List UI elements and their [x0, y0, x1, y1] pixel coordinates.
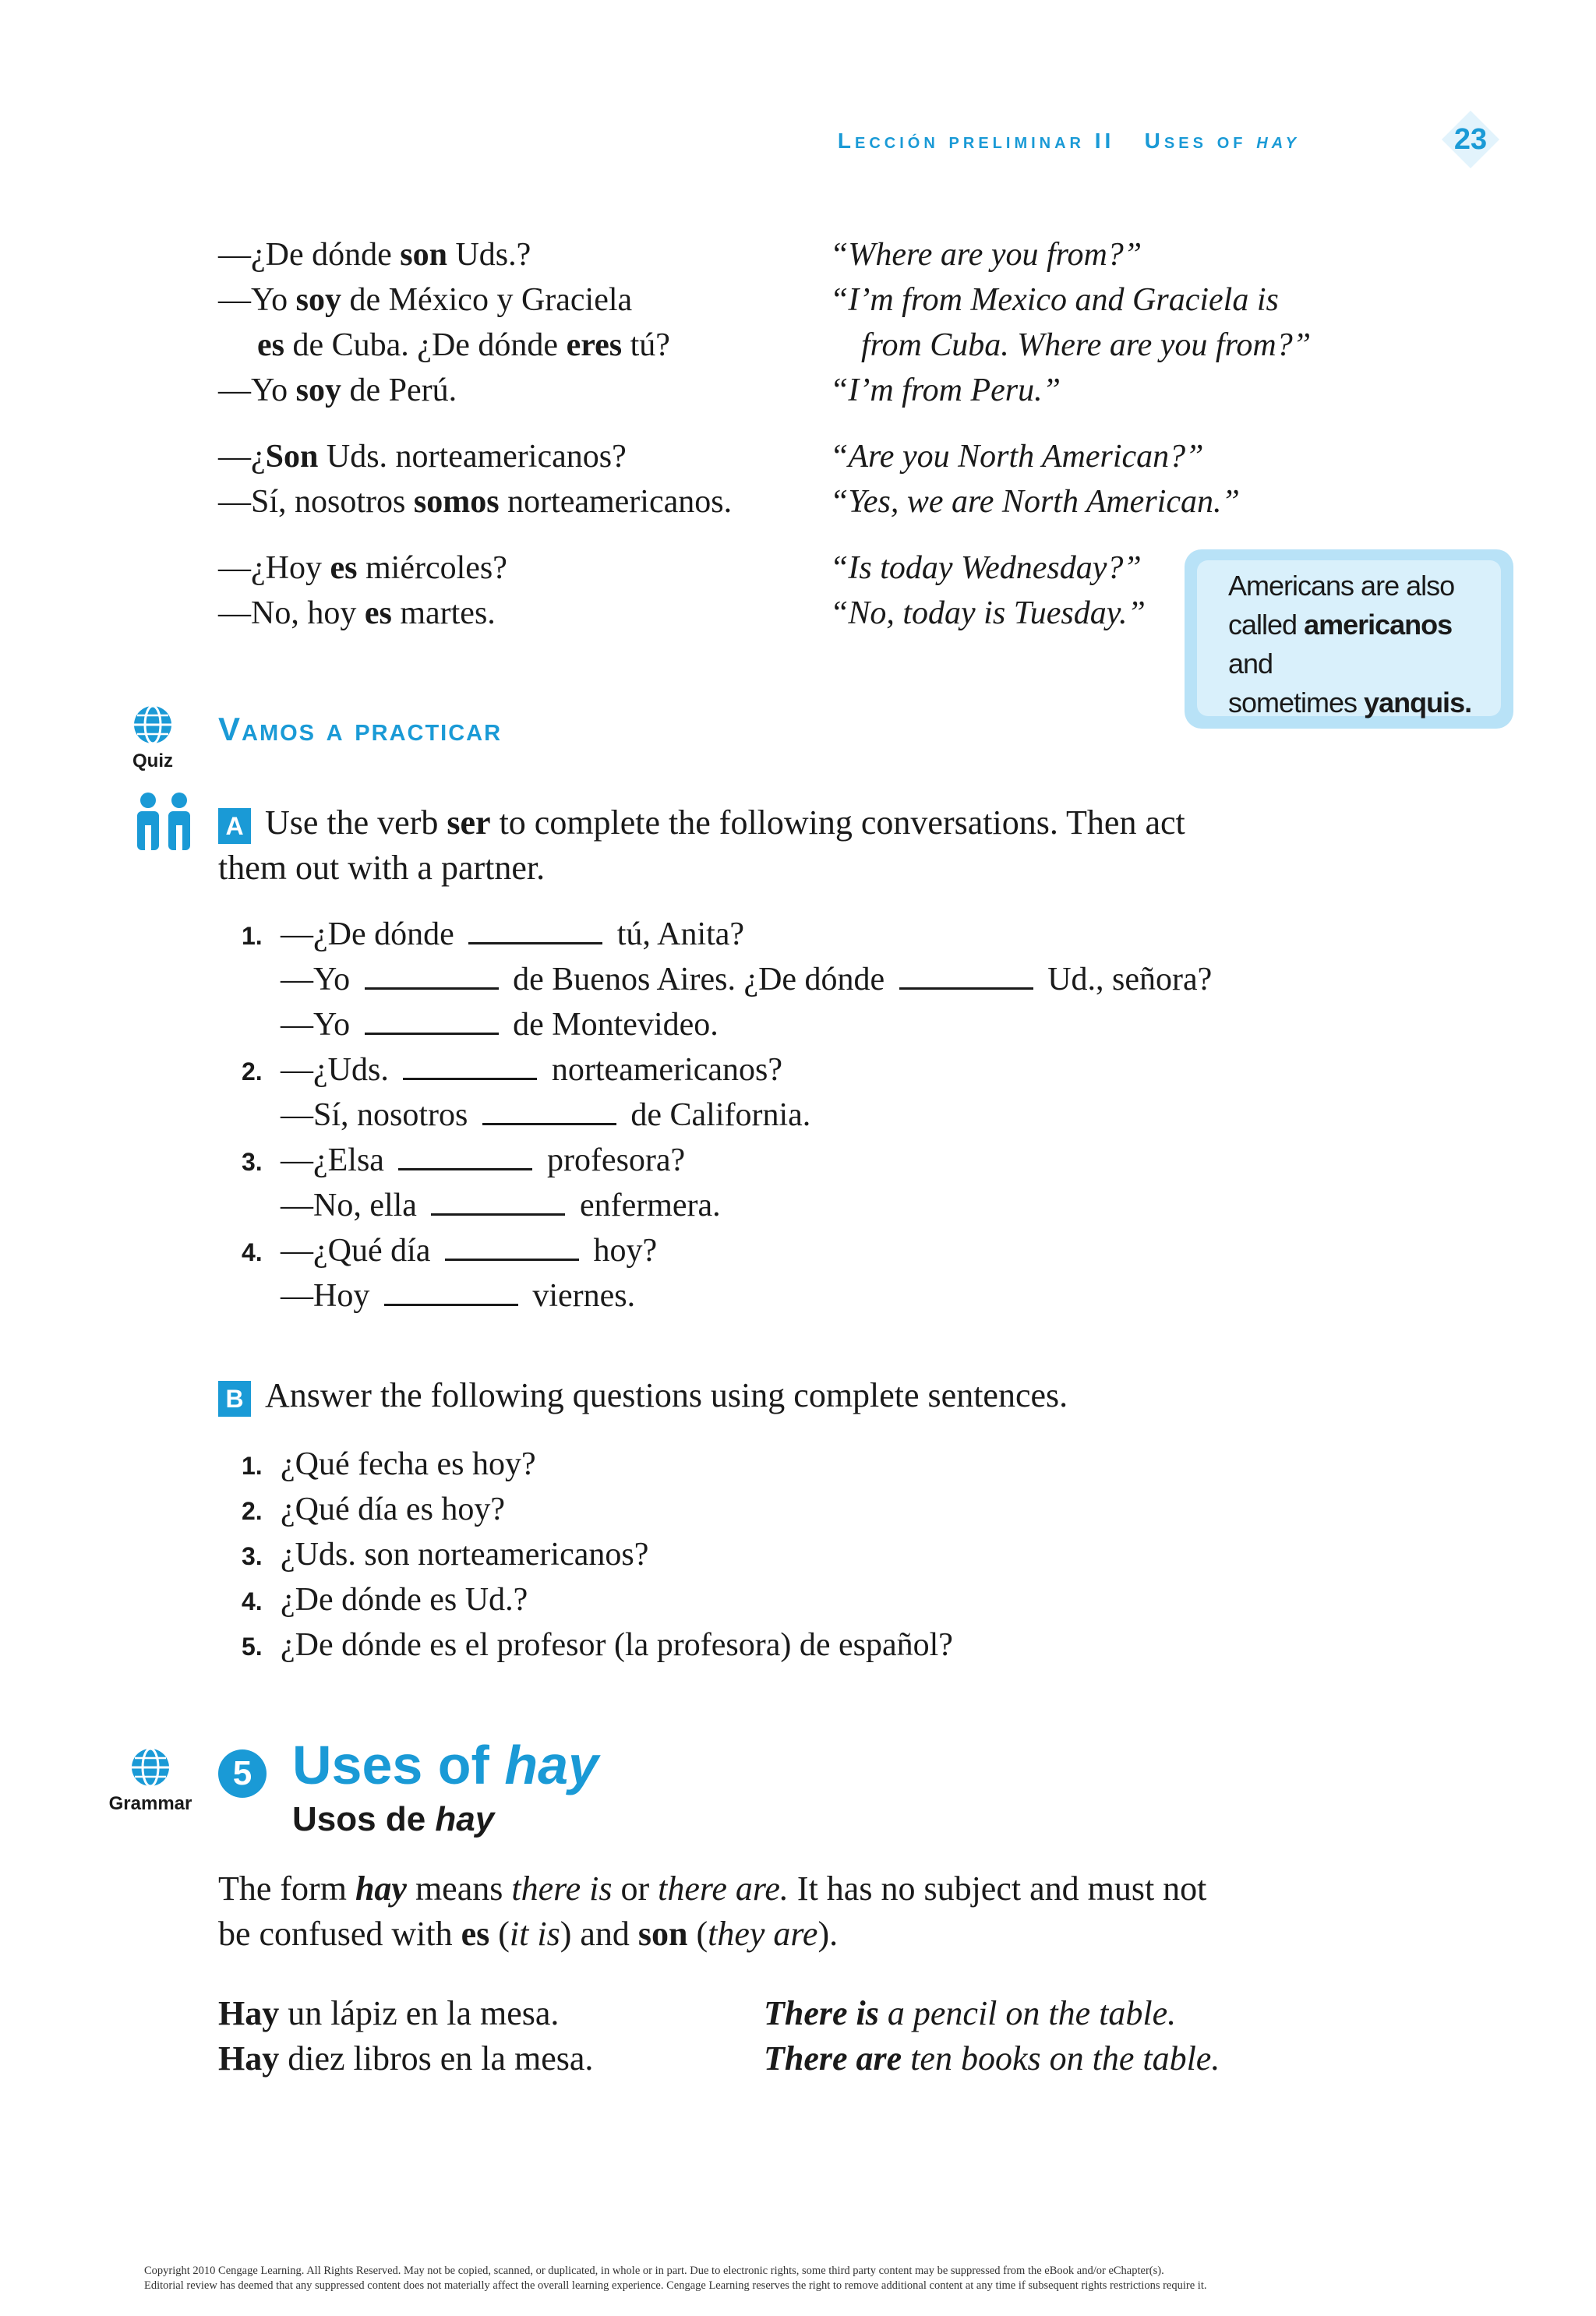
- exercise-b-instructions: B Answer the following questions using complete sentences.: [218, 1373, 1309, 1418]
- dialog-line-en: “I’m from Mexico and Graciela is: [830, 282, 1279, 318]
- list-item: 1. ¿Qué fecha es hoy?: [242, 1446, 536, 1482]
- list-item: 2. —¿Uds. norteamericanos?: [242, 1052, 783, 1088]
- answer-blank[interactable]: [398, 1142, 532, 1170]
- grammar-label: Grammar: [108, 1793, 192, 1814]
- example-en: There are ten books on the table.: [764, 2039, 1220, 2078]
- quiz-label: Quiz: [132, 750, 173, 771]
- dialog-line-es: —Sí, nosotros somos norteamericanos.: [218, 484, 733, 520]
- dialog-line-en: “Where are you from?”: [830, 237, 1142, 273]
- answer-blank[interactable]: [468, 916, 602, 944]
- grammar-section-number: 5: [218, 1749, 267, 1798]
- answer-blank[interactable]: [365, 1006, 499, 1035]
- culture-note: [1185, 549, 1513, 729]
- dialog-line-es: —¿De dónde son Uds.?: [218, 237, 531, 273]
- list-item: 1. —¿De dónde tú, Anita?: [242, 916, 745, 952]
- grammar-title: Uses of hay: [292, 1735, 598, 1795]
- dialog-line-es: —Yo soy de México y Graciela: [218, 282, 633, 318]
- answer-blank[interactable]: [365, 961, 499, 990]
- list-item: 5. ¿De dónde es el profesor (la profesora) de español?: [242, 1627, 953, 1663]
- list-item: 2. ¿Qué día es hoy?: [242, 1492, 506, 1527]
- copyright-footer: Copyright 2010 Cengage Learning. All Rights Reserved. May not be copied, scanned, or duplicated, in whole or in part. Due to electronic rights, some third party content may be suppressed from the eBook and/or eChapter(s). Editorial review has deemed that any suppressed content does not materially affect the overall learning experience. Cengage Learning reserves the right to remove additional content at any time if subsequent rights restrictions require it.: [144, 2265, 1207, 2292]
- dialog-line-es: es de Cuba. ¿De dónde eres tú?: [257, 327, 670, 363]
- page-number-badge: [1440, 109, 1501, 170]
- answer-blank[interactable]: [899, 961, 1033, 990]
- quiz-link[interactable]: [128, 703, 178, 772]
- grammar-explanation: The form hay means there is or there are. It has no subject and must not be confused with es (it is) and son (they are).: [218, 1869, 1207, 1953]
- answer-blank[interactable]: [403, 1051, 537, 1080]
- answer-blank[interactable]: [384, 1277, 518, 1306]
- list-item: 3. —¿Elsa profesora?: [242, 1142, 686, 1178]
- list-item-line: —Yo de Buenos Aires. ¿De dónde Ud., señora?: [281, 962, 1213, 997]
- grammar-link[interactable]: [100, 1746, 201, 1815]
- dialog-line-en: “No, today is Tuesday.”: [830, 595, 1146, 631]
- dialog-line-es: —¿Hoy es miércoles?: [218, 550, 507, 586]
- exercise-a-badge: A: [218, 808, 251, 844]
- dialog-line-en: “I’m from Peru.”: [830, 372, 1061, 408]
- grammar-subtitle: Usos de hay: [292, 1800, 495, 1838]
- list-item: 4. ¿De dónde es Ud.?: [242, 1582, 528, 1618]
- example-es: Hay un lápiz en la mesa.: [218, 1994, 560, 2032]
- dialog-line-es: —¿Son Uds. norteamericanos?: [218, 439, 627, 475]
- list-item-line: —No, ella enfermera.: [281, 1188, 721, 1223]
- practice-heading: Vamos a practicar: [218, 711, 503, 747]
- list-item-line: —Yo de Montevideo.: [281, 1007, 719, 1043]
- running-head-lesson: Lección preliminar II: [837, 129, 1115, 153]
- running-head-topic: Uses of: [1144, 129, 1257, 153]
- globe-icon: [129, 1746, 172, 1789]
- pair-work-icon: [131, 791, 196, 856]
- dialog-line-es: —No, hoy es martes.: [218, 595, 496, 631]
- page-number: 23: [1453, 123, 1488, 156]
- list-item-line: —Sí, nosotros de California.: [281, 1097, 811, 1133]
- answer-blank[interactable]: [431, 1187, 565, 1216]
- running-head-topic-hay: hay: [1256, 129, 1300, 153]
- list-item: 4. —¿Qué día hoy?: [242, 1233, 658, 1269]
- list-item: 3. ¿Uds. son norteamericanos?: [242, 1537, 649, 1573]
- dialog-line-es: —Yo soy de Perú.: [218, 372, 457, 408]
- exercise-b-badge: B: [218, 1381, 251, 1417]
- dialog-line-en: from Cuba. Where are you from?”: [861, 327, 1312, 363]
- dialog-line-en: “Is today Wednesday?”: [830, 550, 1142, 586]
- dialog-line-en: “Yes, we are North American.”: [830, 484, 1240, 520]
- globe-icon: [131, 703, 175, 747]
- dialog-line-en: “Are you North American?”: [830, 439, 1204, 475]
- exercise-a-instructions: A Use the verb ser to complete the following conversations. Then act them out with a partner.: [218, 803, 1185, 887]
- answer-blank[interactable]: [482, 1096, 616, 1125]
- answer-blank[interactable]: [445, 1232, 579, 1261]
- running-head: [838, 129, 1300, 154]
- culture-note-text: Americans are also called americanos and sometimes yanquis.: [1228, 570, 1472, 718]
- list-item-line: —Hoy viernes.: [281, 1278, 636, 1314]
- example-es: Hay diez libros en la mesa.: [218, 2039, 594, 2078]
- example-en: There is a pencil on the table.: [764, 1994, 1177, 2032]
